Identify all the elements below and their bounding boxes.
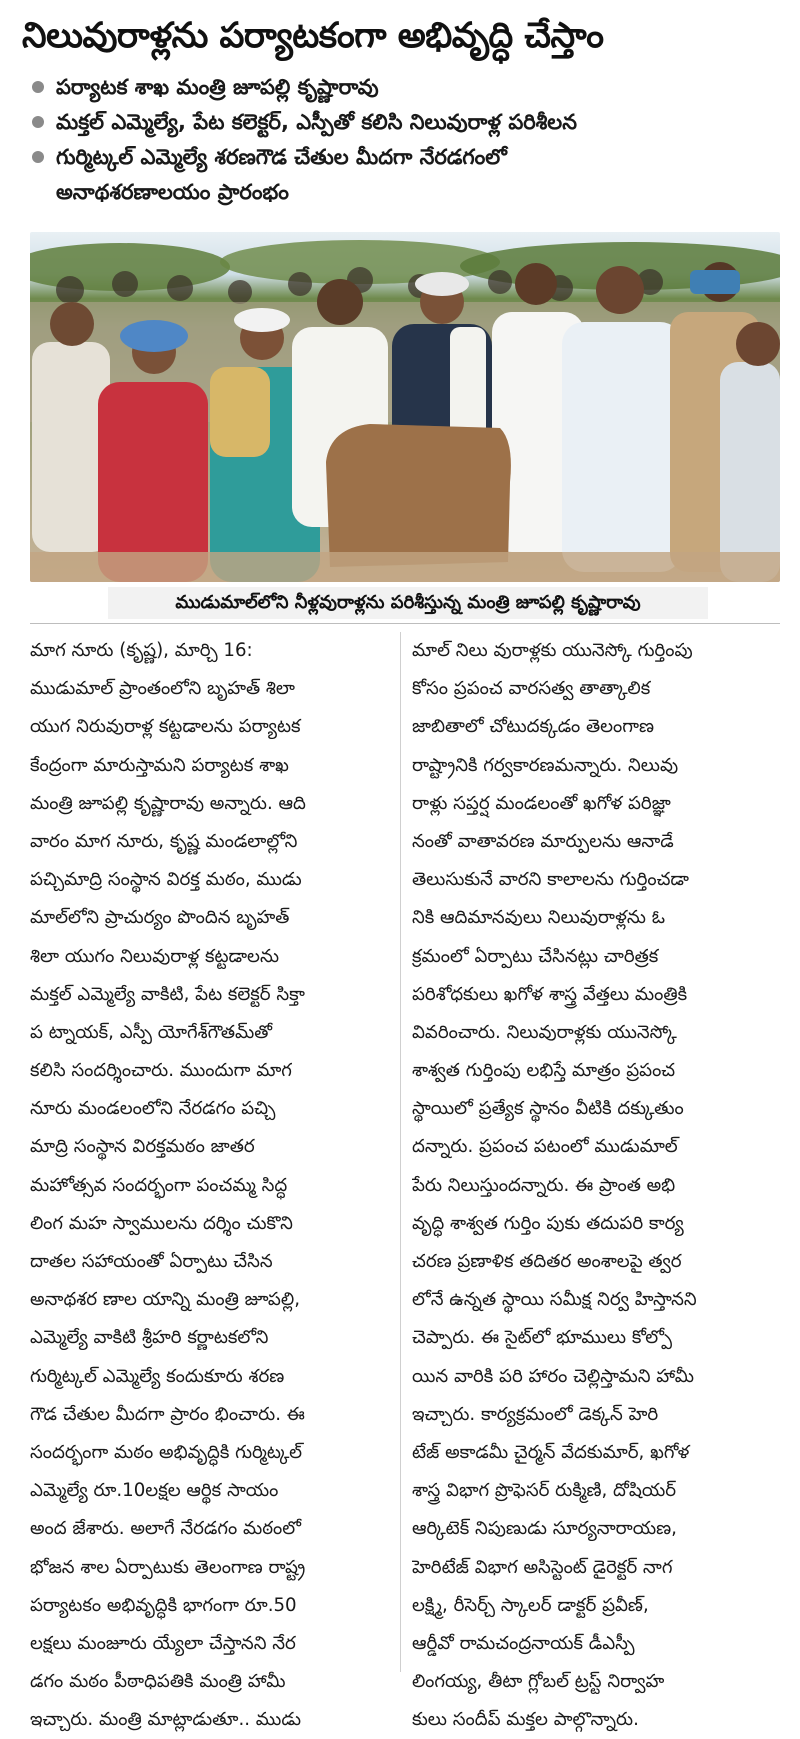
article-line: భోజన శాల ఏర్పాటుకు తెలంగాణ రాష్ట్ర (30, 1556, 306, 1578)
article-line: లక్షలు మంజూరు య్యేలా చేస్తానని నేర (30, 1632, 296, 1654)
crowd-photo-illustration (30, 232, 780, 582)
article-line: వివరించారు. నిలువురాళ్లకు యునెస్కో (412, 1021, 677, 1043)
article-line: అనాథశర ణాల యాన్ని మంత్రి జూపల్లి, (30, 1289, 300, 1311)
article-line: వారం మాగ నూరు, కృష్ణ మండలాల్లోని (30, 830, 298, 852)
article-line: చెప్పారు. ఈ సైట్‌లో భూములు కోల్పో (412, 1327, 672, 1349)
article-line: లింగయ్య, తీటా గ్లోబల్ ట్రస్ట్ నిర్వాహ (412, 1671, 665, 1693)
article-line: గుర్మిట్కల్ ఎమ్మెల్యే కందుకూరు శరణ (30, 1365, 285, 1387)
article-line: కలిసి సందర్శించారు. ముందుగా మాగ (30, 1060, 292, 1082)
article-line: శిలా యుగం నిలువురాళ్ల కట్టడాలను (30, 945, 280, 967)
news-photo (30, 232, 780, 582)
article-line: ప ట్నాయక్, ఎస్పీ యోగేశ్‌గౌతమ్‌తో (30, 1021, 272, 1043)
article-line: నూరు మండలంలోని నేరడగం పచ్చి (30, 1098, 276, 1120)
article-line: లక్ష్మి, రీసెర్చ్ స్కాలర్ డాక్టర్ ప్రవీణ్, (412, 1594, 649, 1616)
column-divider (400, 632, 401, 1672)
article-line: గౌడ చేతుల మీదగా ప్రారం భించారు. ఈ (30, 1403, 305, 1425)
headline: నిలువురాళ్లను పర్యాటకంగా అభివృద్ధి చేస్తాం (22, 16, 604, 56)
bullet-text: అనాథశరణాలయం ప్రారంభం (56, 180, 289, 204)
article-line: పర్యాటకం అభివృద్ధికి భాగంగా రూ.50 (30, 1594, 297, 1616)
article-line: చరణ ప్రణాళిక తదితర అంశాలపై త్వర (412, 1251, 682, 1272)
article-line: అంద జేశారు. అలాగే నేరడగం మఠంలో (30, 1518, 301, 1540)
article-line: వృద్ధి శాశ్వత గుర్తిం పుకు తదుపరి కార్య (412, 1212, 684, 1234)
article-line: లోనే ఉన్నత స్థాయి సమీక్ష నిర్వ హిస్తానని (412, 1289, 697, 1311)
article-line: హెరిటేజ్ విభాగ అసిస్టెంట్ డైరెక్టర్ నాగ (412, 1556, 673, 1578)
bullet-text: పర్యాటక శాఖ మంత్రి జూపల్లి కృష్ణారావు (56, 75, 379, 99)
bullet-item (30, 70, 780, 105)
bullet-text: గుర్మిట్కల్ ఎమ్మెల్యే శరణగౌడ చేతుల మీదగా నేరడగంలో (56, 145, 507, 169)
article-line: సందర్భంగా మఠం అభివృద్ధికి గుర్మిట్కల్ (30, 1441, 303, 1463)
article-line: టేజ్ అకాడమీ చైర్మన్ వేదకుమార్, ఖగోళ (412, 1441, 690, 1463)
bullet-dot-icon (32, 116, 44, 128)
bullet-item (30, 140, 780, 175)
article-line: దన్నారు. ప్రపంచ పటంలో ముడుమాల్ (412, 1136, 678, 1158)
article-column-left (30, 632, 392, 1739)
article-column-right (412, 632, 774, 1739)
article-line: దాతల సహాయంతో ఏర్పాటు చేసిన (30, 1251, 273, 1272)
article-line: స్థాయిలో ప్రత్యేక స్థానం వీటికి దక్కుతుం (412, 1098, 684, 1120)
article-line: పరిశోధకులు ఖగోళ శాస్త్ర వేత్తలు మంత్రికి (412, 983, 688, 1005)
article-line: డగం మఠం పీఠాధిపతికి మంత్రి హామీ (30, 1671, 286, 1693)
article-line: యిన వారికి పరి హారం చెల్లిస్తామని హామీ (412, 1365, 694, 1387)
article-line: రాళ్లు సప్తర్ష మండలంతో ఖగోళ పరిజ్ఞా (412, 792, 671, 814)
article-line: పేరు నిలుస్తుందన్నారు. ఈ ప్రాంత అభి (412, 1174, 676, 1196)
article-line: మంత్రి జూపల్లి కృష్ణారావు అన్నారు. ఆది (30, 792, 306, 814)
bullet-item-continuation (30, 175, 780, 210)
photo-caption: ముడుమాల్‌లోని నీళ్లవురాళ్లను పరిశీస్తున్న మంత్రి జూపల్లి కృష్ణారావు (175, 592, 641, 613)
article-line: మాల్ నిలు వురాళ్లకు యునెస్కో గుర్తింపు (412, 640, 693, 661)
article-line: కులు సందీప్ మక్తల పాల్గొన్నారు. (412, 1709, 639, 1731)
bullet-item (30, 105, 780, 140)
article-line: క్రమంలో ఏర్పాటు చేసినట్లు చారిత్రక (412, 945, 659, 967)
article-line: శాస్త్ర విభాగ ప్రొఫెసర్ రుక్మిణి, దోషియర్ (412, 1480, 677, 1502)
article-line: మహోత్సవ సందర్భంగా పంచమ్మ సిద్ధ (30, 1174, 288, 1196)
article-line: ఎమ్మెల్యే వాకిటి శ్రీహరి కర్ణాటకలోని (30, 1327, 269, 1349)
article-line: పచ్చిమాద్రి సంస్థాన విరక్త మఠం, ముడు (30, 869, 302, 891)
article-line: ముడుమాల్ ప్రాంతంలోని బృహత్ శిలా (30, 678, 295, 700)
article-line: మాద్రి సంస్థాన విరక్తమఠం జాతర (30, 1136, 255, 1158)
subheadline-bullets (30, 70, 780, 210)
bullet-dot-icon (32, 81, 44, 93)
article-line: కేంద్రంగా మారుస్తామని పర్యాటక శాఖ (30, 754, 289, 776)
article-line: యుగ నిరువురాళ్ల కట్టడాలను పర్యాటక (30, 716, 301, 738)
article-line: మాగ నూరు (కృష్ణ), మార్చి 16: (30, 640, 253, 661)
article-line: మక్తల్ ఎమ్మెల్యే వాకిటి, పేట కలెక్టర్ సిక్తా (30, 983, 305, 1005)
article-line: జాబితాలో చోటుదక్కడం తెలంగాణ (412, 716, 654, 738)
article-line: శాశ్వత గుర్తింపు లభిస్తే మాత్రం ప్రపంచ (412, 1060, 676, 1082)
article-line: ఇచ్చారు. మంత్రి మాట్లాడుతూ.. ముడు (30, 1709, 302, 1731)
caption-divider (30, 623, 780, 624)
article-line: లింగ మహ స్వాములను దర్శిం చుకొని (30, 1212, 293, 1234)
article-line: ఆర్డీవో రామచంద్రనాయక్ డీఎస్పీ (412, 1632, 635, 1654)
article-line: నంతో వాతావరణ మార్పులను ఆనాడే (412, 830, 674, 852)
article-line: తెలుసుకునే వారని కాలాలను గుర్తించడా (412, 869, 689, 891)
article-line: మాల్‌లోని ప్రాచుర్యం పొందిన బృహత్ (30, 907, 290, 929)
bullet-dot-icon (32, 151, 44, 163)
article-line: ఎమ్మెల్యే రూ.10లక్షల ఆర్థిక సాయం (30, 1480, 279, 1502)
article-line: నికి ఆదిమానవులు నిలువురాళ్లను ఓ (412, 907, 666, 929)
article-line: ఇచ్చారు. కార్యక్రమంలో డెక్కన్ హెరి (412, 1403, 659, 1425)
article-line: రాష్ట్రానికి గర్వకారణమన్నారు. నిలువు (412, 754, 679, 776)
article-line: ఆర్కిటెక్ నిపుణుడు సూర్యనారాయణ, (412, 1518, 677, 1540)
bullet-text: మక్తల్ ఎమ్మెల్యే, పేట కలెక్టర్, ఎస్పీతో కలిసి నిలువురాళ్ల పరిశీలన (56, 110, 577, 134)
article-line: కోసం ప్రపంచ వారసత్వ తాత్కాలిక (412, 678, 651, 700)
